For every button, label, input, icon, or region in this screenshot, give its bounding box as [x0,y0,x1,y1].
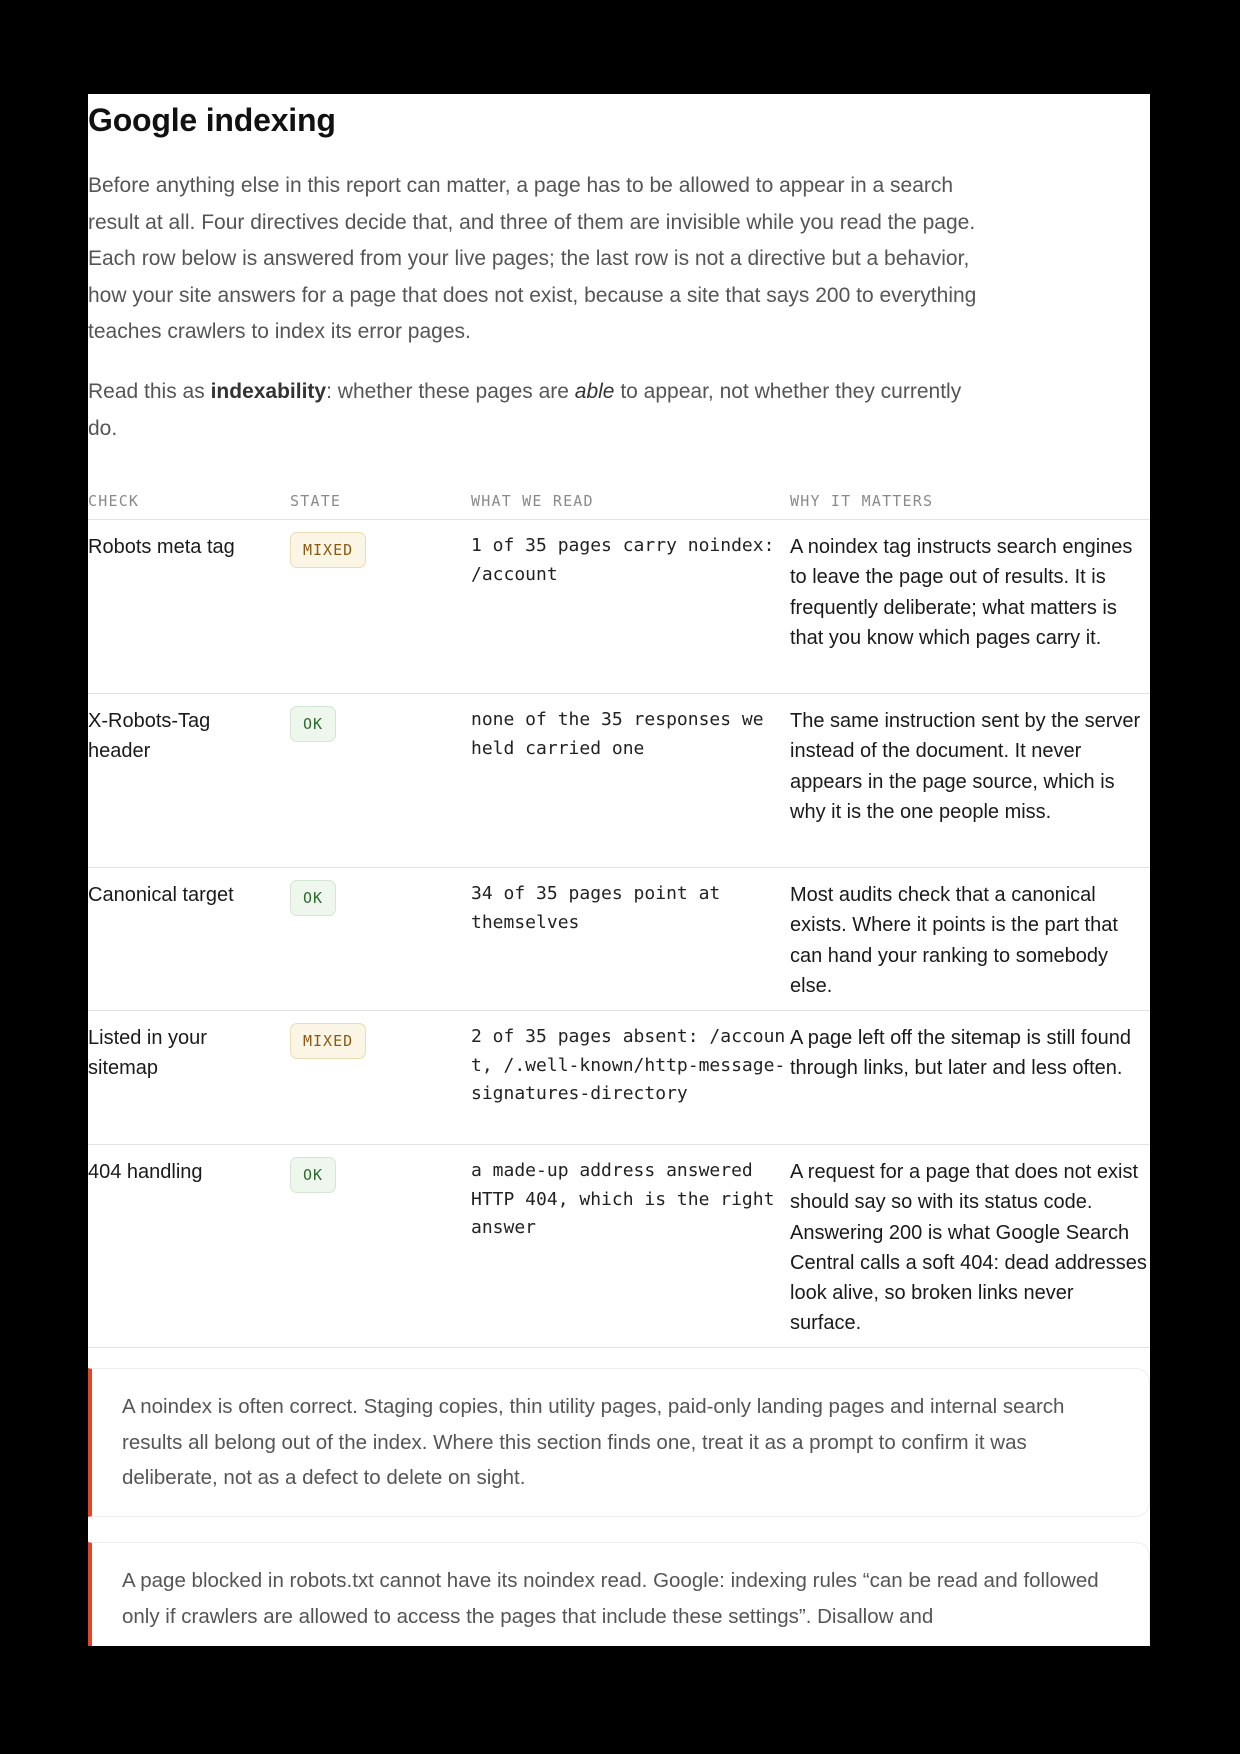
table-header [88,474,1150,520]
state-cell [290,1023,366,1059]
check-label: X-Robots-Tag header [88,710,211,762]
table-row [88,520,1150,694]
indexability-note [88,373,988,447]
table-row [88,1145,1150,1348]
check-label: 404 handling [88,1161,203,1183]
read-value: 2 of 35 pages absent: /account, /.well-known/http-message-signatures-directory [471,1026,786,1104]
check-label: Robots meta tag [88,536,235,558]
callout-note [88,1542,1150,1646]
status-badge: OK [290,1157,336,1193]
state-cell [290,1157,336,1193]
table-row [88,694,1150,868]
why-text: A request for a page that does not exist should say so with its status code. Answering 200 is what Google Search Central calls a soft 404: dead addresses look alive, so broken links never surface. [790,1161,1147,1335]
why-text: Most audits check that a canonical exists. Where it points is the part that can hand your ranking to somebody else. [790,884,1118,997]
status-badge: OK [290,880,336,916]
read-value: 1 of 35 pages carry noindex: /account [471,535,775,585]
status-badge: MIXED [290,532,366,568]
note-pre: Read this as [88,380,211,403]
status-badge: OK [290,706,336,742]
why-text: The same instruction sent by the server instead of the document. It never appears in the page source, which is why it is the one people miss. [790,710,1141,823]
note-bold: indexability [210,380,327,403]
note-italic: able [574,380,615,403]
callout-text: A page blocked in robots.txt cannot have its noindex read. Google: indexing rules “can be read and followed only if crawlers are allowed to access the pages that include these settings”. Disallow and [122,1569,1099,1628]
indexing-table [88,474,1150,1348]
header-why-it-matters: WHY IT MATTERS [790,492,934,510]
header-check: CHECK [88,492,140,510]
intro-paragraph: Before anything else in this report can matter, a page has to be allowed to appear in a search result at all. Four directives decide that, and three of them are invisible while you read the page. Each row below is answered from your live pages; the last row is not a directive but a behavior, how your site answers for a page that does not exist, because a site that says 200 to everything teaches crawlers to index its error pages. [88,174,977,343]
callout-note [88,1368,1150,1517]
check-label: Canonical target [88,884,234,906]
read-value: a made-up address answered HTTP 404, which is the right answer [471,1160,775,1238]
header-state: STATE [290,492,342,510]
why-text: A noindex tag instructs search engines to leave the page out of results. It is frequently deliberate; what matters is that you know which pages carry it. [790,536,1133,649]
check-label: Listed in your sitemap [88,1027,207,1079]
state-cell [290,532,366,568]
read-value: none of the 35 responses we held carried one [471,709,764,759]
table-row [88,1011,1150,1145]
section-title: Google indexing [88,102,336,138]
why-text: A page left off the sitemap is still found through links, but later and less often. [790,1027,1131,1080]
state-cell [290,880,336,916]
read-value: 34 of 35 pages point at themselves [471,883,721,933]
note-post: to appear, not whether they currently do. [88,380,962,440]
state-cell [290,706,336,742]
status-badge: MIXED [290,1023,366,1059]
table-row [88,868,1150,1011]
report-page [88,94,1150,1646]
callout-text: A noindex is often correct. Staging copies, thin utility pages, paid-only landing pages and internal search results all belong out of the index. Where this section finds one, treat it as a prompt to confirm it was deliberate, not as a defect to delete on sight. [122,1395,1065,1489]
header-what-we-read: WHAT WE READ [471,492,594,510]
note-mid: : whether these pages are [326,380,575,403]
